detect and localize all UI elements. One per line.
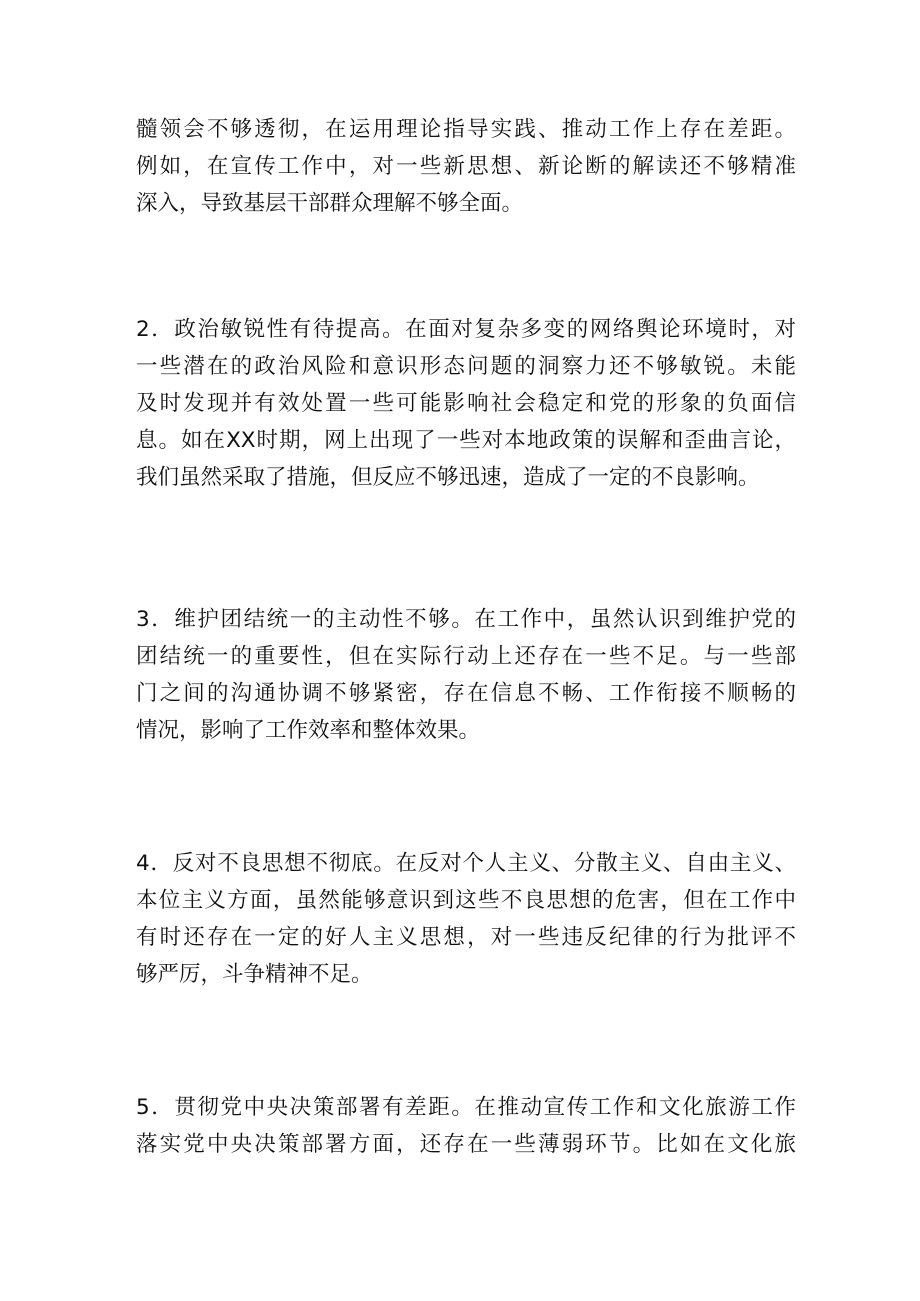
text-line: 一些潜在的政治风险和意识形态问题的洞察力还不够敏锐。未能 (136, 354, 796, 379)
text-line: 团结统一的重要性，但在实际行动上还存在一些不足。与一些部 (136, 644, 796, 669)
text-line: 情况，影响了工作效率和整体效果。 (136, 718, 481, 743)
text-line: 我们虽然采取了措施，但反应不够迅速，造成了一定的不良影响。 (136, 465, 760, 490)
text-line: 例如，在宣传工作中，对一些新思想、新论断的解读还不够精准 (136, 154, 796, 179)
text-line: 3．维护团结统一的主动性不够。在工作中，虽然认识到维护党的 (136, 607, 796, 632)
text-line: 髓领会不够透彻，在运用理论指导实践、推动工作上存在差距。 (136, 117, 796, 142)
text-line: 及时发现并有效处置一些可能影响社会稳定和党的形象的负面信 (136, 391, 796, 416)
text-line: 够严厉，斗争精神不足。 (136, 962, 373, 987)
text-line: 落实党中央决策部署方面，还存在一些薄弱环节。比如在文化旅 (136, 1132, 796, 1157)
text-line: 息。如在XX时期，网上出现了一些对本地政策的误解和歪曲言论， (136, 428, 796, 453)
paragraph-item-5 (136, 1089, 796, 1163)
text-line: 门之间的沟通协调不够紧密，存在信息不畅、工作衔接不顺畅的 (136, 681, 796, 706)
text-line: 深入，导致基层干部群众理解不够全面。 (136, 191, 524, 216)
text-line: 有时还存在一定的好人主义思想，对一些违反纪律的行为批评不 (136, 925, 796, 950)
paragraph-item-4 (136, 845, 796, 993)
text-line: 本位主义方面，虽然能够意识到这些不良思想的危害，但在工作中 (136, 888, 796, 913)
paragraph-item-2 (136, 311, 796, 496)
text-line: 4．反对不良思想不彻底。在反对个人主义、分散主义、自由主义、 (136, 851, 796, 876)
text-line: 2．政治敏锐性有待提高。在面对复杂多变的网络舆论环境时，对 (136, 317, 796, 342)
text-line: 5．贯彻党中央决策部署有差距。在推动宣传工作和文化旅游工作 (136, 1095, 796, 1120)
paragraph-continuation (136, 111, 796, 222)
paragraph-item-3 (136, 601, 796, 749)
